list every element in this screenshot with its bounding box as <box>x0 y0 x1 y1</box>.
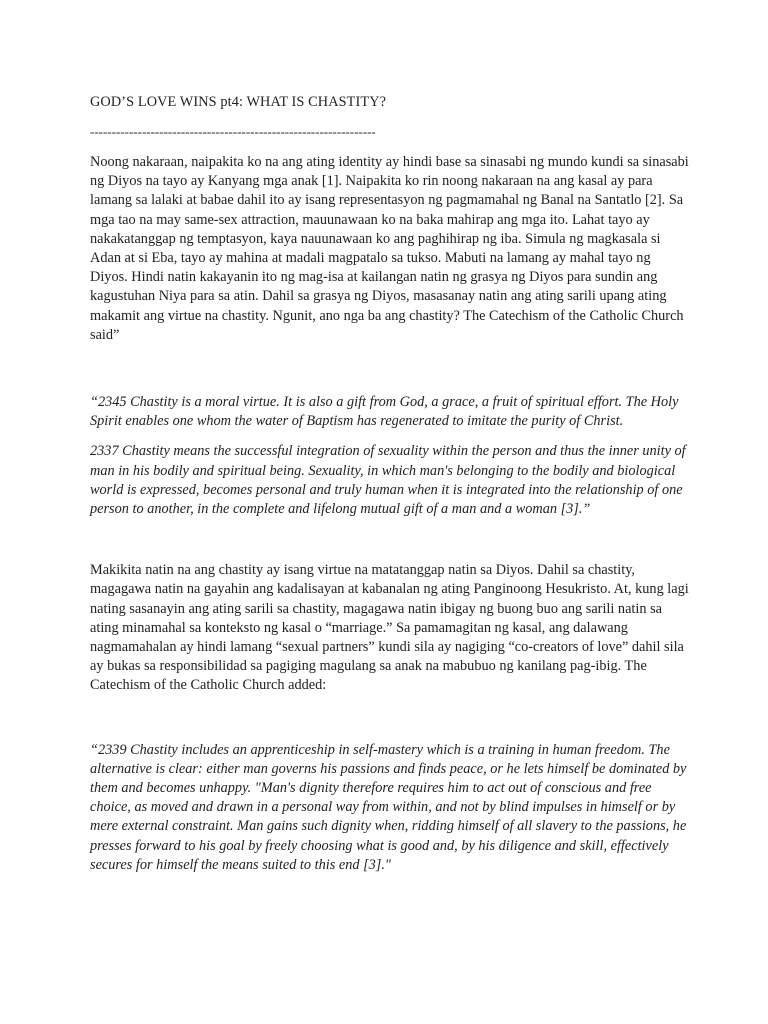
paragraph-intro: Noong nakaraan, naipakita ko na ang ating identity ay hindi base sa sinasabi ng mundo kundi sa sinasabi ng Diyos na tayo ay Kanyang mga anak [1]. Naipakita ko rin noong nakaraan na ang kasal ay para lamang sa lalaki at babae dahil ito ay isang representasyon ng pagmamahal ng Banal na Santatlo [2]. Sa mga tao na may same-sex attraction, mauunawaan ko na baka mahirap ang mga ito. Lahat tayo ay nakakatanggap ng temptasyon, kaya nauunawaan ko ang paghihirap ng iba. Simula ng magkasala si Adan at si Eba, tayo ay mahina at madali magpatalo sa tukso. Mabuti na lamang ay mahal tayo ng Diyos. Hindi natin kakayanin ito ng mag-isa at kailangan natin ng grasya ng Diyos para sundin ang kagustuhan Niya para sa atin. Dahil sa grasya ng Diyos, masasanay natin ang ating sarili upang ating makamit ang virtue na chastity. Ngunit, ano nga ba ang chastity? The Catechism of the Catholic Church said” <box>90 154 689 343</box>
catechism-quote-2339: “2339 Chastity includes an apprenticeship in self-mastery which is a training in human freedom. The alternative is clear: either man governs his passions and finds peace, or he lets himself be dominated by them and becomes unhappy. "Man's dignity therefore requires him to act out of conscious and free choice, as moved and drawn in a personal way from within, and not by blind impulses in himself or by mere external constraint. Man gains such dignity when, ridding himself of all slavery to the passions, he presses forward to his goal by freely choosing what is good and, by his diligence and skill, effectively secures for himself the means suited to this end [3]." <box>90 741 687 873</box>
divider-line: ------------------------------------------------------------------ <box>90 124 376 139</box>
paragraph-chastity-virtue: Makikita natin na ang chastity ay isang virtue na matatanggap natin sa Diyos. Dahil sa chastity, magagawa natin na gayahin ang kadalisayan at kabanalan ng ating Panginoong Hesukristo. At, kung lagi nating sasanayin ang ating sarili sa chastity, magagawa natin ibigay ng buong buo ang sarili natin sa ating minamahal sa konteksto ng kasal o “marriage.” Sa pamamagitan ng kasal, ang dalawang nagmamahalan ay hindi lamang “sexual partners” kundi sila ay nagiging “co-creators of love” dahil sila ay bukas sa responsibilidad sa pagiging magulang sa anak na mabubuo ng kanilang pag-ibig. The Catechism of the Catholic Church added: <box>90 562 689 694</box>
document-page <box>90 93 690 875</box>
document-title: GOD’S LOVE WINS pt4: WHAT IS CHASTITY? <box>90 94 387 110</box>
catechism-quote-2345: “2345 Chastity is a moral virtue. It is also a gift from God, a grace, a fruit of spiritual effort. The Holy Spirit enables one whom the water of Baptism has regenerated to imitate the purity of Christ. <box>90 394 679 430</box>
catechism-quote-2337: 2337 Chastity means the successful integration of sexuality within the person and thus the inner unity of man in his bodily and spiritual being. Sexuality, in which man's belonging to the bodily and biological world is expressed, becomes personal and truly human when it is integrated into the relationship of one person to another, in the complete and lifelong mutual gift of a man and a woman [3].” <box>90 443 686 518</box>
